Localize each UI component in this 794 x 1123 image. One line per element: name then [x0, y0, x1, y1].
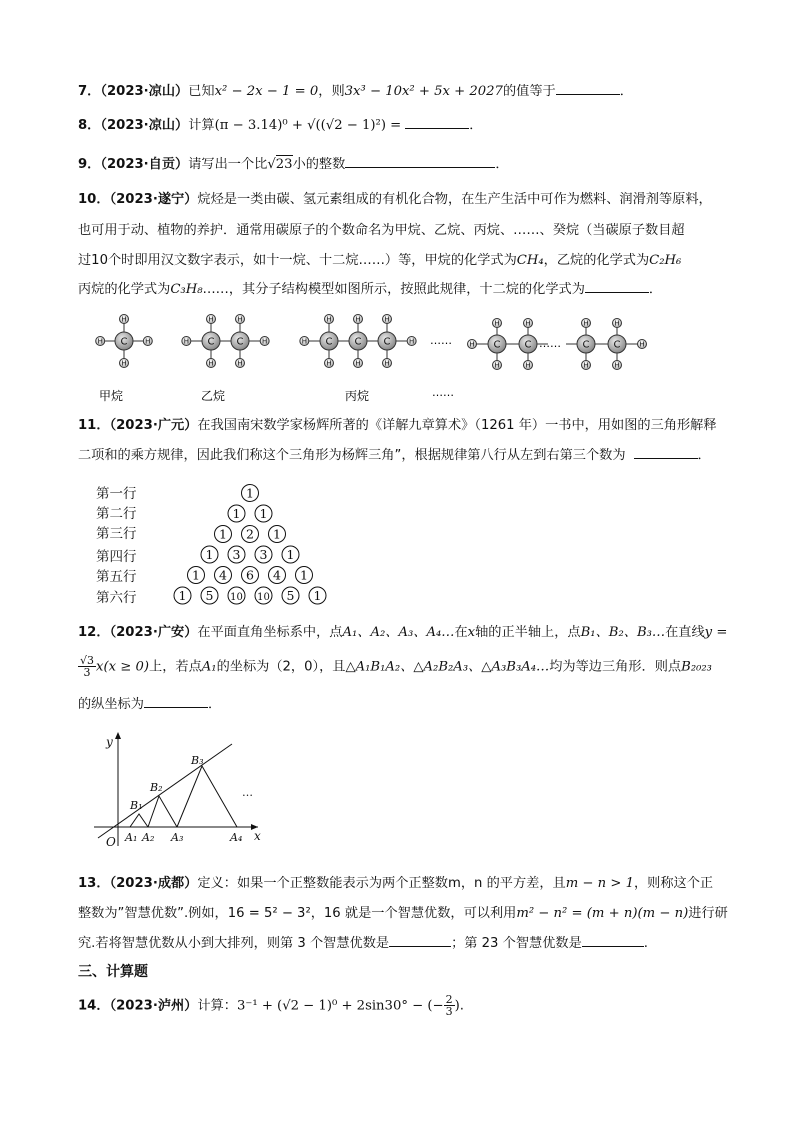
hydrogen-label: H	[355, 315, 361, 324]
q13-text: 定义：如果一个正整数能表示为两个正整数m，n 的平方差，且	[197, 876, 566, 891]
q8-text: 计算	[188, 118, 215, 133]
q9-radicand: 23	[275, 157, 293, 172]
q12-source: （2023·广安）	[109, 625, 198, 640]
hydrogen-label: H	[237, 315, 243, 324]
equilateral-triangles-graph	[92, 728, 272, 850]
question-12-line-1	[78, 623, 727, 643]
triangles-list: △A₁B₁A₂、△A₂B₂A₃、△A₃B₃A₄…	[345, 659, 550, 675]
fraction-numerator: √3	[80, 654, 95, 667]
hydrogen-label: H	[525, 361, 531, 370]
q12-text: 的纵坐标为	[78, 697, 144, 712]
molecule-ellipsis: ……	[430, 334, 452, 347]
difference-of-squares: m² − n² = (m + n)(m − n)	[516, 906, 689, 921]
q7-expression: 3x³ − 10x² + 5x + 2027	[344, 84, 503, 99]
hydrogen-label: H	[583, 319, 589, 328]
q8-expression: (π − 3.14)⁰ + √((√2 − 1)²) =	[214, 118, 402, 133]
triangle-number: 1	[232, 506, 241, 521]
answer-blank-2[interactable]	[582, 934, 644, 947]
triangle-a1b1a2	[130, 814, 148, 827]
row-label-1: 第一行	[96, 486, 137, 502]
q10-text: ，乙烷的化学式为	[543, 253, 650, 268]
row-label-3: 第三行	[96, 526, 137, 542]
points-b: B₁、B₂、B₃…	[580, 625, 666, 640]
hydrogen-label: H	[525, 319, 531, 328]
hydrogen-label: H	[614, 319, 620, 328]
q12-end: ．	[207, 697, 222, 712]
answer-blank[interactable]	[405, 116, 469, 129]
question-13-line-3	[78, 934, 648, 954]
q10-source: （2023·遂宁）	[109, 192, 198, 207]
hydrogen-label: H	[355, 359, 361, 368]
triangle-number: 4	[219, 567, 227, 583]
hydrogen-label: H	[494, 319, 500, 328]
fraction-denominator: 3	[83, 666, 91, 679]
caption-ellipsis: ……	[432, 386, 454, 399]
q14-expression: 3⁻¹ + (√2 − 1)⁰ + 2sin30° − (−	[236, 998, 444, 1014]
q10-number: 10．	[78, 192, 110, 207]
triangle-number: 10	[230, 592, 243, 603]
q11-text: 在我国南宋数学家杨辉所著的《详解九章算术》（1261 年）一书中，用如图的三角形解释	[197, 418, 717, 433]
hydrogen-label: H	[326, 359, 332, 368]
q13-text: ；第 23 个智慧优数是	[451, 936, 582, 951]
triangle-a2b2a3	[148, 796, 177, 827]
condition-m-n: m − n > 1	[565, 876, 634, 891]
y-axis-arrow	[115, 732, 121, 739]
fraction-denominator: 3	[445, 1005, 453, 1018]
points-a: A₁、A₂、A₃、A₄…	[342, 625, 455, 640]
q14-source: （2023·泸州）	[109, 998, 198, 1014]
alkane-molecule-figure	[80, 306, 660, 404]
fraction-sqrt3-over-3	[78, 655, 96, 678]
carbon-label: C	[120, 336, 128, 348]
triangle-number: 4	[273, 567, 281, 583]
q7-number: 7．	[78, 84, 101, 99]
triangle-number: 1	[205, 547, 214, 562]
triangle-number: 10	[257, 592, 270, 603]
hydrogen-label: H	[208, 359, 214, 368]
triangle-number: 3	[232, 547, 241, 562]
hydrogen-label: H	[494, 361, 500, 370]
hydrogen-label: H	[262, 337, 268, 346]
q14-text: 计算：	[197, 998, 237, 1014]
q9-number: 9．	[78, 157, 101, 172]
q8-source: （2023·凉山）	[100, 118, 189, 133]
q12-text: 在直线	[665, 625, 705, 640]
carbon-label: C	[325, 336, 333, 348]
triangle-number: 1	[313, 588, 322, 603]
q7-source: （2023·凉山）	[100, 84, 189, 99]
triangle-number: 5	[286, 588, 295, 603]
triangle-number: 5	[205, 588, 214, 603]
q13-text: 究.若将智慧优数从小到大排列，则第 3 个智慧优数是	[78, 936, 390, 951]
q10-text: 丙烷的化学式为	[78, 282, 171, 297]
question-7	[78, 82, 633, 102]
q14-end: .	[459, 998, 464, 1014]
question-14	[78, 994, 464, 1017]
q13-number: 13．	[78, 876, 110, 891]
q7-equation: x² − 2x − 1 = 0	[214, 84, 319, 99]
hydrogen-label: H	[97, 337, 103, 346]
q10-text: 过10个时即用汉文数字表示，如十一烷、十二烷……）等，甲烷的化学式为	[78, 253, 517, 268]
triangle-number: 1	[259, 506, 268, 521]
q13-text: ，则称这个正	[633, 876, 714, 891]
row-label-2: 第二行	[96, 506, 137, 522]
triangle-number: 1	[286, 547, 295, 562]
carbon-label: C	[582, 339, 590, 351]
triangle-number: 1	[273, 526, 281, 542]
hydrogen-label: H	[384, 315, 390, 324]
q9-text: 小的整数	[292, 157, 346, 172]
triangle-number: 1	[219, 526, 227, 542]
formula-c3h8: C₃H₈	[170, 282, 203, 297]
answer-blank-1[interactable]	[389, 934, 451, 947]
q9-end: ．	[495, 157, 509, 172]
label-a4: A₄	[230, 831, 243, 844]
question-11-line-1	[78, 416, 717, 436]
q12-number: 12．	[78, 625, 110, 640]
carbon-label: C	[613, 339, 621, 351]
triangle-number: 1	[246, 485, 254, 501]
triangle-number: 1	[178, 588, 187, 603]
q13-end: .	[643, 936, 648, 951]
answer-blank[interactable]	[634, 446, 698, 459]
q12-text: 在	[454, 625, 468, 640]
hydrogen-label: H	[409, 337, 415, 346]
question-10-line-2: 也可用于动、植物的养护．通常用碳原子的个数命名为甲烷、乙烷、丙烷、……、癸烷（当碳原子数目超	[78, 223, 685, 238]
triangle-number: 3	[259, 547, 268, 562]
section-heading: 三、计算题	[78, 964, 148, 980]
hydrogen-label: H	[145, 337, 151, 346]
fraction-numerator: 2	[445, 993, 453, 1006]
q13-source: （2023·成都）	[109, 876, 198, 891]
caption-ethane: 乙烷	[200, 389, 226, 403]
q11-text: 二项和的乘方规律，因此我们称这个三角形为杨辉三角”，根据规律第八行从左到右第三个数为	[78, 448, 626, 463]
carbon-label: C	[354, 336, 362, 348]
answer-blank[interactable]	[556, 82, 620, 95]
yang-hui-triangle	[170, 480, 330, 610]
question-10-line-1	[78, 190, 712, 210]
hydrogen-label: H	[121, 315, 127, 324]
q10-text: ……，其分子结构模型如图所示，按照此规律，十二烷的化学式为	[202, 282, 585, 297]
q9-text: 请写出一个比	[188, 157, 268, 172]
domain-condition: x(x ≥ 0)	[96, 659, 150, 675]
caption-methane: 甲烷	[98, 389, 124, 403]
q9-source: （2023·自贡）	[100, 157, 189, 172]
point-a1: A₁	[201, 659, 217, 675]
q13-text: 进行研	[688, 906, 728, 921]
q12-text: 在平面直角坐标系中，点	[197, 625, 343, 640]
triangle-number: 6	[246, 567, 254, 583]
answer-blank[interactable]	[345, 155, 495, 168]
q8-number: 8．	[78, 118, 101, 133]
point-b2023: B₂₀₂₃	[681, 659, 712, 675]
label-a1: A₁	[125, 831, 138, 844]
triangle-number: 1	[192, 567, 200, 583]
label-b3: B₃	[191, 754, 204, 767]
q7-end: ．	[619, 84, 633, 99]
q14-number: 14．	[78, 998, 110, 1014]
triangle-a3b3a4	[177, 766, 237, 827]
triangle-number: 2	[246, 526, 254, 542]
answer-blank[interactable]	[144, 695, 208, 708]
hydrogen-label: H	[384, 359, 390, 368]
question-13-line-2	[78, 904, 728, 924]
label-a2: A₂	[142, 831, 155, 844]
x-axis-ref: x	[467, 625, 476, 640]
hydrogen-label: H	[237, 359, 243, 368]
hydrogen-label: H	[208, 315, 214, 324]
label-b1: B₁	[130, 799, 143, 812]
hydrogen-label: H	[326, 315, 332, 324]
y-axis-label: y	[106, 735, 113, 749]
q10-end: ．	[648, 282, 663, 297]
carbon-label: C	[493, 339, 501, 351]
label-a3: A₃	[171, 831, 184, 844]
question-12-line-3	[78, 695, 221, 715]
q12-text: 轴的正半轴上，点	[475, 625, 581, 640]
question-9	[78, 155, 509, 175]
carbon-label: C	[524, 339, 532, 351]
chain-ellipsis: ……	[539, 337, 561, 350]
hydrogen-label: H	[301, 337, 307, 346]
q12-text: 均为等边三角形．则点	[549, 659, 682, 675]
hydrogen-label: H	[614, 361, 620, 370]
origin-label: O	[106, 835, 116, 849]
carbon-label: C	[383, 336, 391, 348]
q12-text: 的坐标为（2，0），且	[216, 659, 346, 675]
row-label-6: 第六行	[96, 590, 137, 606]
q7-text: 已知	[188, 84, 215, 99]
row-label-4: 第四行	[96, 549, 137, 565]
x-axis-label: x	[254, 829, 261, 843]
q7-text: 的值等于	[502, 84, 556, 99]
hydrogen-label: H	[121, 359, 127, 368]
formula-c2h6: C₂H₆	[649, 253, 682, 268]
triangle-number: 1	[300, 567, 308, 583]
question-10-line-4	[78, 280, 662, 300]
hydrogen-label: H	[469, 340, 475, 349]
formula-ch4: CH₄	[516, 253, 544, 268]
q11-source: （2023·广元）	[109, 418, 198, 433]
question-13-line-1	[78, 874, 713, 894]
q8-end: ．	[469, 118, 483, 133]
hydrogen-label: H	[639, 340, 645, 349]
question-11-line-2	[78, 446, 711, 466]
q11-number: 11．	[78, 418, 110, 433]
line-eq: y =	[704, 625, 728, 640]
question-12-line-2	[78, 655, 712, 678]
question-10-line-3	[78, 251, 681, 271]
q10-text: 烷烃是一类由碳、氢元素组成的有机化合物，在生产生活中可作为燃料、润滑剂等原料，	[197, 192, 712, 207]
hydrogen-label: H	[583, 361, 589, 370]
q7-text: ，则	[318, 84, 345, 99]
caption-propane: 丙烷	[344, 389, 370, 403]
q12-text: 上，若点	[149, 659, 202, 675]
question-8	[78, 116, 482, 136]
q11-end: ．	[697, 448, 711, 463]
hydrogen-label: H	[183, 337, 189, 346]
row-label-5: 第五行	[96, 569, 137, 585]
q14-close-paren: )	[454, 998, 460, 1014]
label-b2: B₂	[150, 781, 163, 794]
answer-blank[interactable]	[585, 280, 649, 293]
graph-ellipsis: …	[242, 786, 253, 799]
carbon-label: C	[207, 336, 215, 348]
q9-sqrt-sign: √	[267, 157, 276, 172]
fraction-two-thirds	[444, 994, 455, 1017]
q13-text: 整数为”智慧优数”.例如，16 = 5² − 3²，16 就是一个智慧优数，可以利用	[78, 906, 517, 921]
carbon-label: C	[236, 336, 244, 348]
